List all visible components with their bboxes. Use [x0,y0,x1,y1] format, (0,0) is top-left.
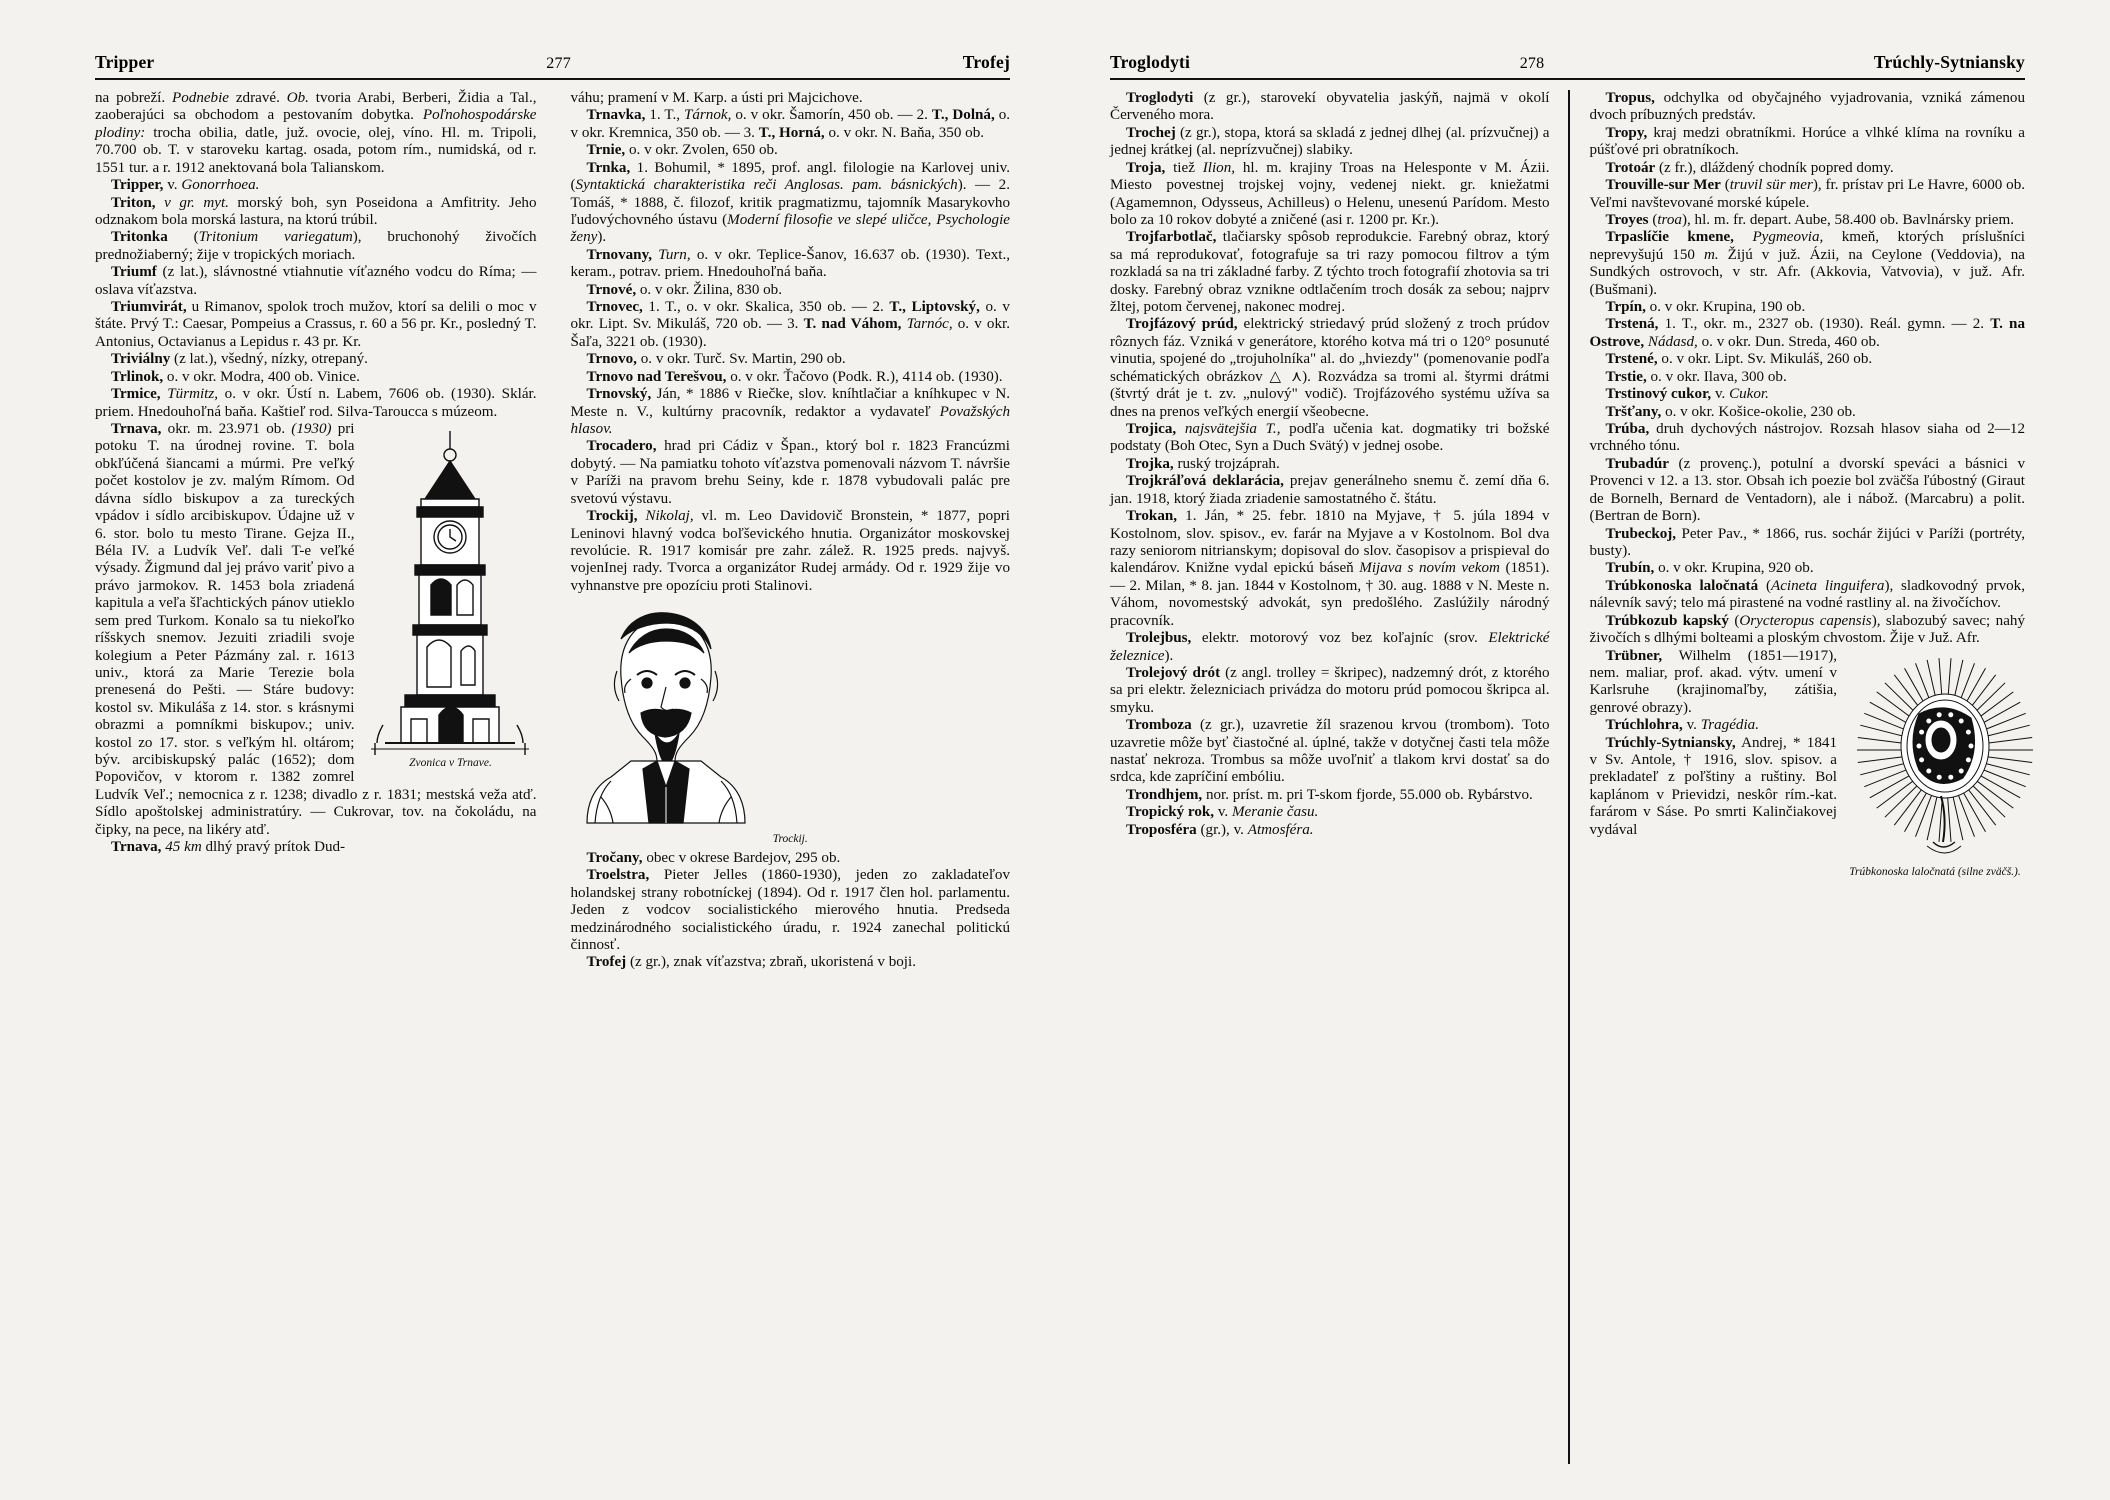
dictionary-entry: Trstie, o. v okr. Ilava, 300 ob. [1605,368,1787,385]
running-head-right-word: Trofej [962,52,1010,72]
dictionary-entry: Troposféra (gr.), v. Atmosféra. [1126,821,1314,838]
right-page [1055,0,2110,1500]
dictionary-entry: Tritonka (Tritonium variegatum), bruchonohý živočích prednožiaberný; žije v tropických moriach. [95,229,537,263]
dictionary-entry: Trúbkonoska laločnatá (Acineta linguifera), sladkovodný prvok, nálevník savý; telo má pirastené na vodné rastliny al. na živočíchov. [1589,577,2025,612]
dictionary-entry: Trmice, Türmitz, o. v okr. Ústí n. Labem, 7606 ob. (1930). Sklár. priem. Hnedouhoľná baňa. Kaštieľ rod. Silva-Taroucca s múzeom. [95,386,537,420]
dictionary-entry: Tropus, odchylka od obyčajného vyjadrovania, vzniká zámenou dvoch príbuzných predstáv. [1589,90,2025,124]
dictionary-entry: Trockij, Nikolaj, vl. m. Leo Davidovič Bronstein, * 1877, popri Leninovi hlavný vodca boľševického hnutia. Organizátor moskovskej revolúcie. R. 1917 komisár pre zahr. zálež. R. 1925 preds. najvyš. vojenInej rady. Tvorca a organizátor Rudej armády. Od r. 1929 žije vo vyhnanstve pre opozíciu proti Stalinovi. [570,508,1010,594]
trockij-portrait-figure-caption: Trockij. [772,833,808,846]
left-page-running-head [95,52,1010,80]
dictionary-entry: Trstené, o. v okr. Lipt. Sv. Mikuláš, 260 ob. [1605,351,1873,368]
running-head-left-word: Tripper [95,52,155,72]
dictionary-entry: Trnovský, Ján, * 1886 v Riečke, slov. kníhtlačiar a kníhkupec v N. Meste n. V., kultúrny pracovník, redaktor a vydavateľ Považských hlasov. [570,386,1010,438]
dictionary-entry: Tršťany, o. v okr. Košice-okolie, 230 ob. [1605,403,1856,420]
right-column-2 [1568,90,2026,1464]
dictionary-entry: Trojfarbotlač, tlačiarsky spôsob reprodukcie. Farebný obraz, ktorý sa má reprodukovať, fotografuje sa tri razy pomocou filtrov a tým rozkladá sa na tri základné farby. Z týchto troch fotografií zhotovia sa tri dosky. Farebný obraz vznikne odtlačením troch dosák za sebou; najprv žltej, potom červenej, nakonec modrej. [1110,229,1550,316]
dictionary-entry: Trocadero, hrad pri Cádiz v Špan., ktorý bol r. 1823 Francúzmi dobytý. — Na pamiatku tohoto víťazstva pomenovali názvom T. návršie v Paríži na pravom brehu Seiny, kde r. 1878 vybudovali palác pre svetovú výstavu. [570,438,1010,507]
dictionary-entry: Trstená, 1. T., okr. m., 2327 ob. (1930). Reál. gymn. — 2. T. na Ostrove, Nádasd, o. v okr. Dun. Streda, 460 ob. [1589,316,2025,350]
left-column-1 [95,90,553,1464]
running-head-right-word: Trúchly-Sytniansky [1873,52,2025,72]
dictionary-entry: Trnava, okr. m. 23.971 ob. (1930) pri potoku T. na úrodnej rovine. T. bola obkľúčená šiancami a múrmi. Pre veľký počet kostolov je zv. malým Rímom. Od dávna sídlo biskupov a za tureckých vpádov i sídlo arcibiskupov. Údajne už v 6. stor. bolo tu mesto Tirane. Gejza II., Béla IV. a Ludvík Veľ. dali T-e veľké výsady. Žigmund dal jej právo variť pivo a právo jarmokov. R. 1453 bola zriadená kapitula a veľa šľachtických pánov utieklo sem pred Turkom. Konalo sa tu niekoľko ríšskych snemov. Jezuiti zriadili svoje kolegium a Peter Pázmány zal. r. 1613 univ., ktorá za Marie Terezie bola prenesená do Pešti. — Stáre budovy: kostol sv. Mikuláša z 14. stor. s krásnymi obrazmi a pomníkmi biskupov.; univ. kostol zo 17. stor. s veľkým hl. oltárom; býv. arcibiskupský palác (1652); dom Popovičov, v ktorom r. 1382 zomrel Ludvík Veľ.; nemocnica z r. 1238; divadlo z r. 1831; mestská veža atď. Sídlo apoštolskej administratúry. — Cukrovar, tov. na čokoládu, na čipky, na pece, na likéry atď. [95,421,537,838]
dictionary-entry: Trolejový drót (z angl. trolley = škripec), nadzemný drót, z ktorého sa pri elektr. železniciach privádza do motoru prúd pomocou škripca al. smyku. [1110,664,1550,716]
dictionary-entry: Trofej (z gr.), znak víťazstva; zbraň, ukoristená v boji. [586,954,916,971]
dictionary-entry: Triumvirát, u Rimanov, spolok troch mužov, ktorí sa delili o moc v štáte. Prvý T.: Caesar, Pompeius a Crassus, r. 60 a 56 pr. Kr., posledný T. Antonius, Octavianus a Lepidus r. 43 pr. Kr. [95,299,537,350]
dictionary-entry: Trojica, najsvätejšia T., podľa učenia kat. dogmatiky tri božské podstaty (Boh Otec, Syn a Duch Svätý) v jednej osobe. [1110,421,1550,455]
dictionary-entry: Trojka, ruský trojzáprah. [1126,455,1280,472]
dictionary-entry: Trnie, o. v okr. Zvolen, 650 ob. [586,142,778,159]
dictionary-entry: Trlinok, o. v okr. Modra, 400 ob. Vinice. [111,368,360,385]
dictionary-entry: Trnovec, 1. T., o. v okr. Skalica, 350 ob. — 2. T., Liptovský, o. v okr. Lipt. Sv. Mikuláš, 720 ob. — 3. T. nad Váhom, Tarnóc, o. v okr. Šaľa, 3221 ob. (1930). [570,299,1010,350]
trubkonoska-figure-caption: Trúbkonoska laločnatá (silne zväčš.). [1849,865,2021,878]
dictionary-entry: Trubadúr (z provenç.), potulní a dvorskí speváci a básnici v Provenci v 12. a 13. stor. Obsah ich poezie bol zväčša ľúbostný (Giraut de Bornelh, Bernard de Ventadorn), ale i nábož. (Marcabru) a polit. (Bertran de Born). [1589,455,2025,525]
dictionary-entry: Trnovo nad Terešvou, o. v okr. Ťačovo (Podk. R.), 4114 ob. (1930). [586,368,1003,385]
trnava-bell-tower-figure [365,425,537,770]
dictionary-entry: Trübner, Wilhelm (1851—1917), nem. maliar, prof. akad. výtv. umení v Karlsruhe (krajinomaľby, zátišia, genrové obrazy). [1589,647,1837,716]
page-number: 277 [546,55,571,72]
dictionary-entry: Tročany, obec v okrese Bardejov, 295 ob. [586,849,841,866]
dictionary-entry: Trpín, o. v okr. Krupina, 190 ob. [1605,299,1806,316]
right-column-1 [1110,90,1568,1464]
dictionary-entry: Troelstra, Pieter Jelles (1860-1930), jeden zo zakladateľov holandskej strany robotníckej (1894). Od r. 1917 člen hol. parlamentu. Jeden z vodcov socialistického mierového hnutia. Predseda medzinárodného socialistického úradu, r. 1924 zanechal politickú činnosť. [570,867,1010,953]
dictionary-entry: Troyes (troa), hl. m. fr. depart. Aube, 58.400 ob. Bavlnársky priem. [1605,211,2014,228]
dictionary-entry: Trokan, 1. Ján, * 25. febr. 1810 na Myjave, † 5. júla 1894 v Kostolnom, slov. spisov., ev. farár na Myjave a v Kostolnom. Bol dva razy seniorom nitrianskym; dopisoval do slov. časopisov a prispieval do kalendárov. Knižne vydal epickú báseň Mijava s novím vekom (1851). — 2. Milan, * 8. jan. 1844 v Kostolnom, † 30. aug. 1888 v N. Meste n. Váhom, novomestský advokát, syn predošlého. Zaslúžily národný pracovník. [1110,508,1550,629]
dictionary-entry: Trnovo, o. v okr. Turč. Sv. Martin, 290 ob. [586,351,846,368]
right-page-columns [1110,90,2025,1464]
trnava-bell-tower-figure-caption: Zvonica v Trnave. [409,757,492,770]
trubkonoska-figure [1845,654,2025,879]
dictionary-entry: Trúchly-Sytniansky, Andrej, * 1841 v Sv. Antole, † 1916, slov. spisov. a prekladateľ z poľštiny a ruštiny. Bol kaplánom v Prievidzi, neskôr rím.-kat. farárom v Sáse. Po smrti Kalinčiakovej vydával [1589,734,1837,838]
left-page-columns [95,90,1010,1464]
dictionary-entry: Trojfázový prúd, elektrický striedavý prúd složený z troch prúdov rôznych fáz. Vzniká v generátore, ktorého kotva má tri o 120° posunuté vinutia, spojené do „trojuholníka" al. do „hviezdy" (pomenovanie podľa schématických obrázkov △ ⋏). Rozvádza sa tromi al. štyrmi drátmi (štvrtý drát je t. zv. „nulový" vodič). Trojfázového systému užíva sa dnes na prenos veľkých energií všeobecne. [1110,316,1550,420]
dictionary-entry: Trochej (z gr.), stopa, ktorá sa skladá z jednej dlhej (al. prízvučnej) a jednej krátkej (al. neprízvučnej) slabiky. [1110,124,1550,159]
dictionary-entry: Trotoár (z fr.), dláždený chodník popred domy. [1605,159,1894,176]
dictionary-entry: váhu; pramení v M. Karp. a ústi pri Majcichove. [570,90,863,106]
dictionary-entry: Triumf (z lat.), slávnostné vtiahnutie víťazného vodcu do Ríma; — oslava víťazstva. [95,264,537,298]
dictionary-entry: Trnka, 1. Bohumil, * 1895, prof. angl. filologie na Karlovej univ. (Syntaktická charakteristika reči Anglosas. pam. básnických). — 2. Tomáš, * 1888, č. filozof, kritik pragmatizmu, tajomník Masarykovho ľudovýchovného ústavu (Moderní filosofie ve slepé uličce, Psychologie ženy). [570,159,1010,246]
trockij-portrait-figure-image [571,601,1011,831]
dictionary-entry: Trouville-sur Mer (truvil sür mer), fr. prístav pri Le Havre, 6000 ob. Veľmi navštevované morské kúpele. [1589,177,2026,211]
dictionary-entry: Trpaslíčie kmene, Pygmeovia, kmeň, ktorých príslušníci neprevyšujú 150 m. Žijú v juž. Ázii, na Ceylone (Veddovia), na Sundkých ostrovoch, v str. Afr. (Akkovia, Vatvovia), v juž. Afr. (Bušmani). [1589,229,2025,298]
trockij-portrait-figure [571,601,1011,846]
dictionary-entry: Troglodyti (z gr.), starovekí obyvatelia jaskýň, najmä v okolí Červeného mora. [1110,90,1550,124]
dictionary-entry: Trubeckoj, Peter Pav., * 1866, rus. sochár žijúci v Paríži (portréty, busty). [1589,525,2025,559]
dictionary-entry: Trolejbus, elektr. motorový voz bez koľajníc (srov. Elektrické železnice). [1110,630,1550,664]
trnava-bell-tower-figure-image [365,425,537,755]
dictionary-entry: Troja, tiež Ilion, hl. m. krajiny Troas na Helesponte v M. Ázii. Miesto povestnej trojskej vojny, vedenej niekt. gr. kniežatmi (Agamemnon, Odysseus, Achilleus) o Helenu, unesenú Parídom. Mesto bolo za 10 rokov dobyté a zničené (asi r. 1200 pr. Kr.). [1110,159,1550,228]
dictionary-entry: Tropický rok, v. Meranie času. [1126,804,1319,821]
right-page-running-head [1110,52,2025,80]
dictionary-entry: Trnava, 45 km dlhý pravý prítok Dud- [111,839,346,856]
dictionary-entry: Trstinový cukor, v. Cukor. [1605,386,1769,403]
dictionary-entry: Trojkráľová deklarácia, prejav generálneho snemu č. zemí dňa 6. jan. 1918, ktorý žiada zriadenie samostatného č. štátu. [1110,473,1550,507]
dictionary-entry: Trúbkozub kapský (Orycteropus capensis), slabozubý savec; nahý živočích s dlhými bolteami a ploským chvostom. Žije v Juž. Afr. [1589,612,2025,647]
dictionary-entry: Trondhjem, nor. príst. m. pri T-skom fjorde, 55.000 ob. Rybárstvo. [1126,786,1533,803]
dictionary-entry: Trúchlohra, v. Tragédia. [1605,717,1759,734]
dictionary-entry: Tripper, v. Gonorrhoea. [111,177,260,194]
dictionary-entry: Trnovany, Turn, o. v okr. Teplice-Šanov, 16.637 ob. (1930). Text., keram., potrav. priem. Hnedouhoľná baňa. [570,246,1010,281]
dictionary-entry: Trúba, druh dychových nástrojov. Rozsah hlasov siaha od 2—12 vrchného tónu. [1589,421,2025,455]
dictionary-entry: Tropy, kraj medzi obratníkmi. Horúce a vlhké klíma na rovníku a púšťové pri obratníkoch. [1589,124,2025,159]
dictionary-entry: Triviálny (z lat.), všedný, nízky, otrepaný. [111,351,368,368]
dictionary-entry: Triton, v gr. myt. morský boh, syn Poseidona a Amfitrity. Jeho odznakom bola morská lastura, na ktorú trúbil. [95,194,537,228]
trubkonoska-figure-image [1845,654,2025,864]
running-head-left-word: Troglodyti [1110,52,1191,72]
dictionary-entry: Trnové, o. v okr. Žilina, 830 ob. [586,281,783,298]
dictionary-entry: Tromboza (z gr.), uzavretie žíl srazenou krvou (trombom). Toto uzavretie môže byť čiastočné al. úplné, takže v dotyčnej časti tela môže nastať nekroza. Trombus sa môže uvoľniť a tlakom krvi dostať sa do srdca, kde zapríčiní embóliu. [1110,717,1550,786]
left-column-2 [553,90,1011,1464]
dictionary-entry: na pobreží. Podnebie zdravé. Ob. tvoria Arabi, Berberi, Židia a Tal., zaoberajúci sa obchodom a pestovaním dobytka. Poľnohospodárske plodiny: trocha obilia, datle, juž. ovocie, olej, víno. Hl. m. Tripoli, 70.700 ob. T. v staroveku kartag. osada, potom rím., numidská, od r. 1551 tur. a r. 1912 anektovaná bola Talianskom. [95,90,537,176]
page-number: 278 [1519,55,1545,72]
dictionary-entry: Trubín, o. v okr. Krupina, 920 ob. [1605,560,1814,577]
dictionary-entry: Trnavka, 1. T., Tárnok, o. v okr. Šamorín, 450 ob. — 2. T., Dolná, o. v okr. Kremnica, 350 ob. — 3. T., Horná, o. v okr. N. Baňa, 350 ob. [570,107,1011,141]
